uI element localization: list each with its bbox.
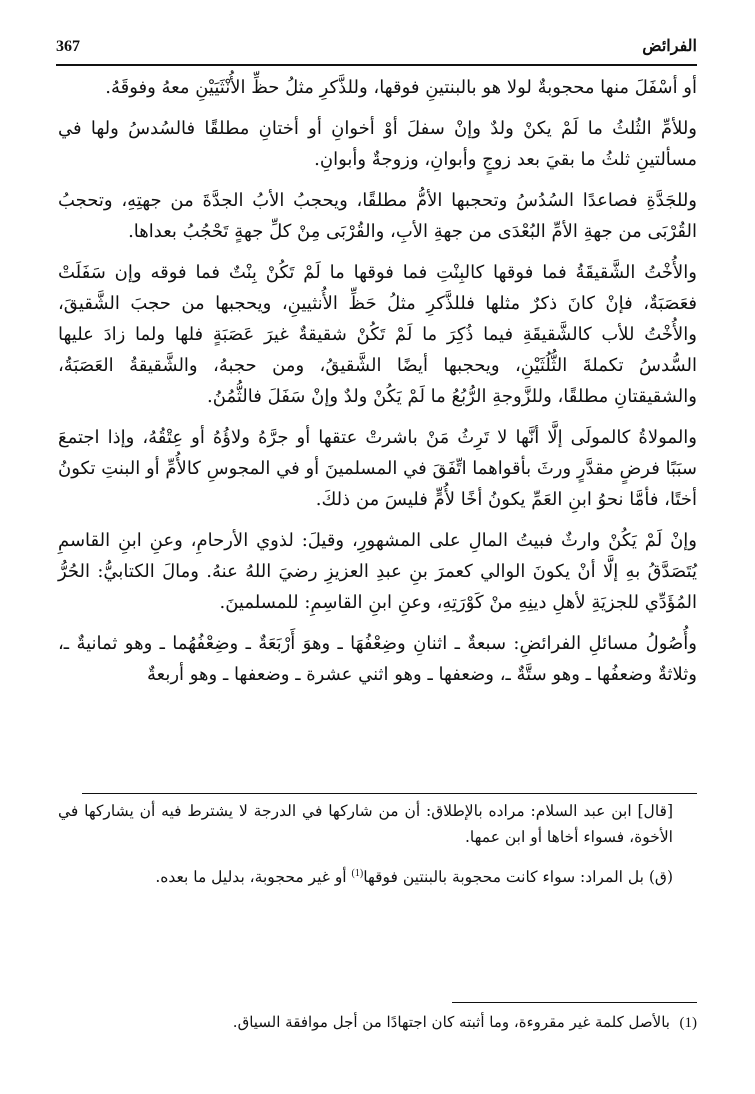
main-paragraph: وللجَدَّةِ فصاعدًا السُدُسُ وتحجبها الأمُّ مطلقًا، ويحجبُ الأبُ الجدَّةَ من جهتِهِ، وتحجبُ القُرْبَى من جهةِ الأمِّ البُعْدَى من جهةِ الأبِ، والقُرْبَى مِنْ كلِّ جهةٍ تَحْجُبُ بعداها. [58, 190, 697, 242]
commentary-block [58, 798, 673, 904]
footnote [58, 1010, 697, 1035]
header-divider [56, 64, 697, 66]
footnote-divider [452, 1002, 697, 1003]
page-number: 367 [56, 38, 80, 55]
footnote-reference[interactable]: (1) [351, 867, 364, 879]
running-title: الفرائض [642, 36, 697, 55]
main-paragraph: وللأمِّ الثُلثُ ما لَمْ يكنْ ولدٌ وإنْ سفلَ أوْ أخوانِ أو أختانِ مطلقًا فالسُدسُ ولها في مسألتينِ ثلثُ ما بقيَ بعد زوجٍ وأبوانِ، وزوجةٌ وأبوانِ. [58, 118, 697, 170]
main-paragraph: والمولاةُ كالمولَى إلَّا أنَّها لا تَرِثُ مَنْ باشرتْ عتقها أو جرَّهُ ولاؤُهُ أو عِتْقُهُ، وإذا اجتمعَ سبَبًا فرضٍ مقدَّرٍ ورثَ بأقواهما اتِّفَقَ في المسلمينَ أو في المجوسِ كالأُمِّ أو البنتِ تكونُ أختًا، فأمَّا نحوُ ابنِ العَمِّ يكونُ أخًا لأُمٍّ فليسَ من ذلكَ. [58, 427, 697, 510]
page-header [56, 30, 697, 64]
main-paragraph: وأُصُولُ مسائلِ الفرائضِ: سبعةٌ ـ اثنانِ وضِعْفُهَا ـ وهوَ أَرْبَعَةٌ ـ وضِعْفُهُما ـ وهو ثمانيةٌ ـ، وثلاثةٌ وضعفُها ـ وهو ستَّةٌ ـ، وضعفها ـ وهو اثني عشرة ـ وضعفها ـ وهو أربعةٌ [58, 633, 697, 685]
main-paragraph: وإنْ لَمْ يَكُنْ وارثٌ فبيتُ المالِ على المشهورِ، وقيلَ: لذوي الأرحامِ، وعنِ ابنِ القاسمِ يُتَصَدَّقُ بهِ إلَّا أنْ يكونَ الوالي كعمرَ بنِ عبدِ العزيزِ رضيَ اللهُ عنهُ. ومالَ الكتابيُّ: الحُرُّ المُؤَدِّي للجزيَةِ لأهلِ دينِهِ منْ كَوْرَتِهِ، وعنِ ابنِ القاسِمِ: للمسلمينَ. [58, 530, 697, 613]
commentary-divider [82, 793, 697, 794]
main-text [58, 72, 697, 700]
footnote-marker: (1) [679, 1015, 697, 1031]
commentary-paragraph [58, 864, 673, 890]
commentary-text: أو غير محجوبة، بدليل ما بعده. [155, 868, 352, 886]
commentary-paragraph: [قال] ابن عبد السلام: مراده بالإطلاق: أن من شاركها في الدرجة لا يشترط فيه أن يشاركها في الأخوة، فسواء أخاها أو ابن عمها. [58, 802, 673, 846]
main-paragraph: أو أسْفَلَ منها محجوبةٌ لولا هو بالبنتينِ فوقها، وللذَّكرِ مثلُ حظِّ الأُنْثَيَيْنِ معهُ وفوقَهُ. [105, 77, 697, 98]
footnote-text: بالأصل كلمة غير مقروءة، وما أثبته كان اجتهادًا من أجل موافقة السياق. [232, 1013, 670, 1031]
commentary-text: (ق) بل المراد: سواء كانت محجوبة بالبنتين فوقها [363, 868, 673, 886]
main-paragraph: والأُخْتُ الشَّقيقَةُ فما فوقها كالبِنْتِ فما فوقها ما لَمْ تَكُنْ بِنْتٌ فما فوقه وإن سَفَلَتْ فعَصَبَةٌ، فإنْ كانَ ذكرٌ مثلها فللذَّكرِ مثلُ حَظِّ الأُنثيينِ، ويحجبها من حجبَ الشَّقيقَ، والأُخْتُ للأب كالشَّقيقَةِ فيما ذُكِرَ ما لَمْ تَكُنْ شقيقةٌ غيرَ عَصَبَةٍ فلها ولما زادَ عليها السُّدسُ تكملةَ الثُّلُثَيْنِ، ويحجبها أيضًا الشَّقيقُ، ومن حجبهُ، والشَّقيقةُ العَصَبَةُ، والشقيقتانِ مطلقًا، وللزَّوجةِ الرُّبُعُ ما لَمْ يَكُنْ ولدٌ وإنْ سَفَلَ فالثُّمُنُ. [58, 262, 697, 407]
footnotes [58, 1010, 697, 1035]
